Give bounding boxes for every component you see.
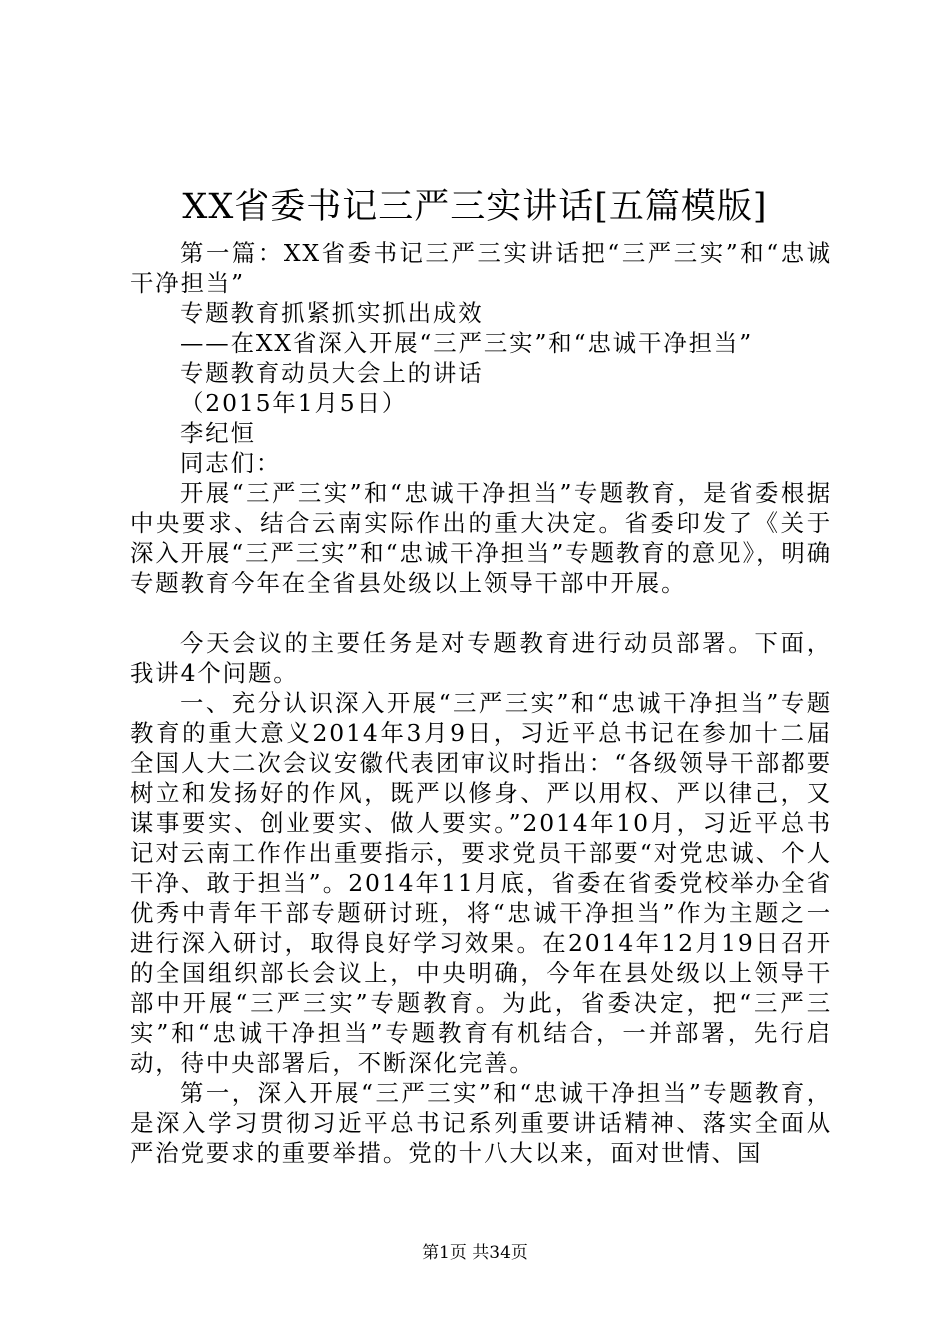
paragraph: 第一，深入开展“三严三实”和“忠诚干净担当”专题教育，是深入学习贯彻习近平总书记系列重要讲话精神、落实全面从严治党要求的重要举措。党的十八大以来，面对世情、国 bbox=[130, 1079, 832, 1167]
paragraph: 第一篇：XX省委书记三严三实讲话把“三严三实”和“忠诚干净担当” bbox=[130, 239, 832, 297]
paragraph: 李纪恒 bbox=[180, 419, 256, 447]
paragraph: 一、充分认识深入开展“三严三实”和“忠诚干净担当”专题教育的重大意义2014年3月9日，习近平总书记在参加十二届全国人大二次会议安徽代表团审议时指出：“各级领导干部都要树立和发扬好的作风，既严以修身、严以用权、严以律己，又谋事要实、创业要实、做人要实。”2014年10月，习近平总书记对云南工作作出重要指示，要求党员干部要“对党忠诚、个人干净、敢于担当”。2014年11月底，省委在省委党校举办全省优秀中青年干部专题研讨班，将“忠诚干净担当”作为主题之一进行深入研讨，取得良好学习效果。在2014年12月19日召开的全国组织部长会议上，中央明确，今年在县处级以上领导干部中开展“三严三实”专题教育。为此，省委决定，把“三严三实”和“忠诚干净担当”专题教育有机结合，一并部署，先行启动，待中央部署后，不断深化完善。 bbox=[130, 689, 832, 1077]
paragraph: 开展“三严三实”和“忠诚干净担当”专题教育，是省委根据中央要求、结合云南实际作出的重大决定。省委印发了《关于深入开展“三严三实”和“忠诚干净担当”专题教育的意见》，明确专题教育今年在全省县处级以上领导干部中开展。 bbox=[130, 479, 832, 597]
document-body bbox=[130, 238, 832, 1168]
paragraph: 专题教育抓紧抓实抓出成效 bbox=[180, 299, 484, 327]
page-number-footer: 第1页 共34页 bbox=[422, 1243, 528, 1263]
paragraph: 专题教育动员大会上的讲话 bbox=[180, 359, 484, 387]
document-title: XX省委书记三严三实讲话[五篇模版] bbox=[182, 187, 768, 227]
paragraph-gap bbox=[130, 598, 832, 628]
paragraph: 今天会议的主要任务是对专题教育进行动员部署。下面，我讲4个问题。 bbox=[130, 629, 832, 687]
paragraph: ——在XX省深入开展“三严三实”和“忠诚干净担当” bbox=[180, 329, 754, 357]
paragraph: 同志们： bbox=[180, 449, 282, 477]
paragraph: （2015年1月5日） bbox=[180, 389, 408, 417]
